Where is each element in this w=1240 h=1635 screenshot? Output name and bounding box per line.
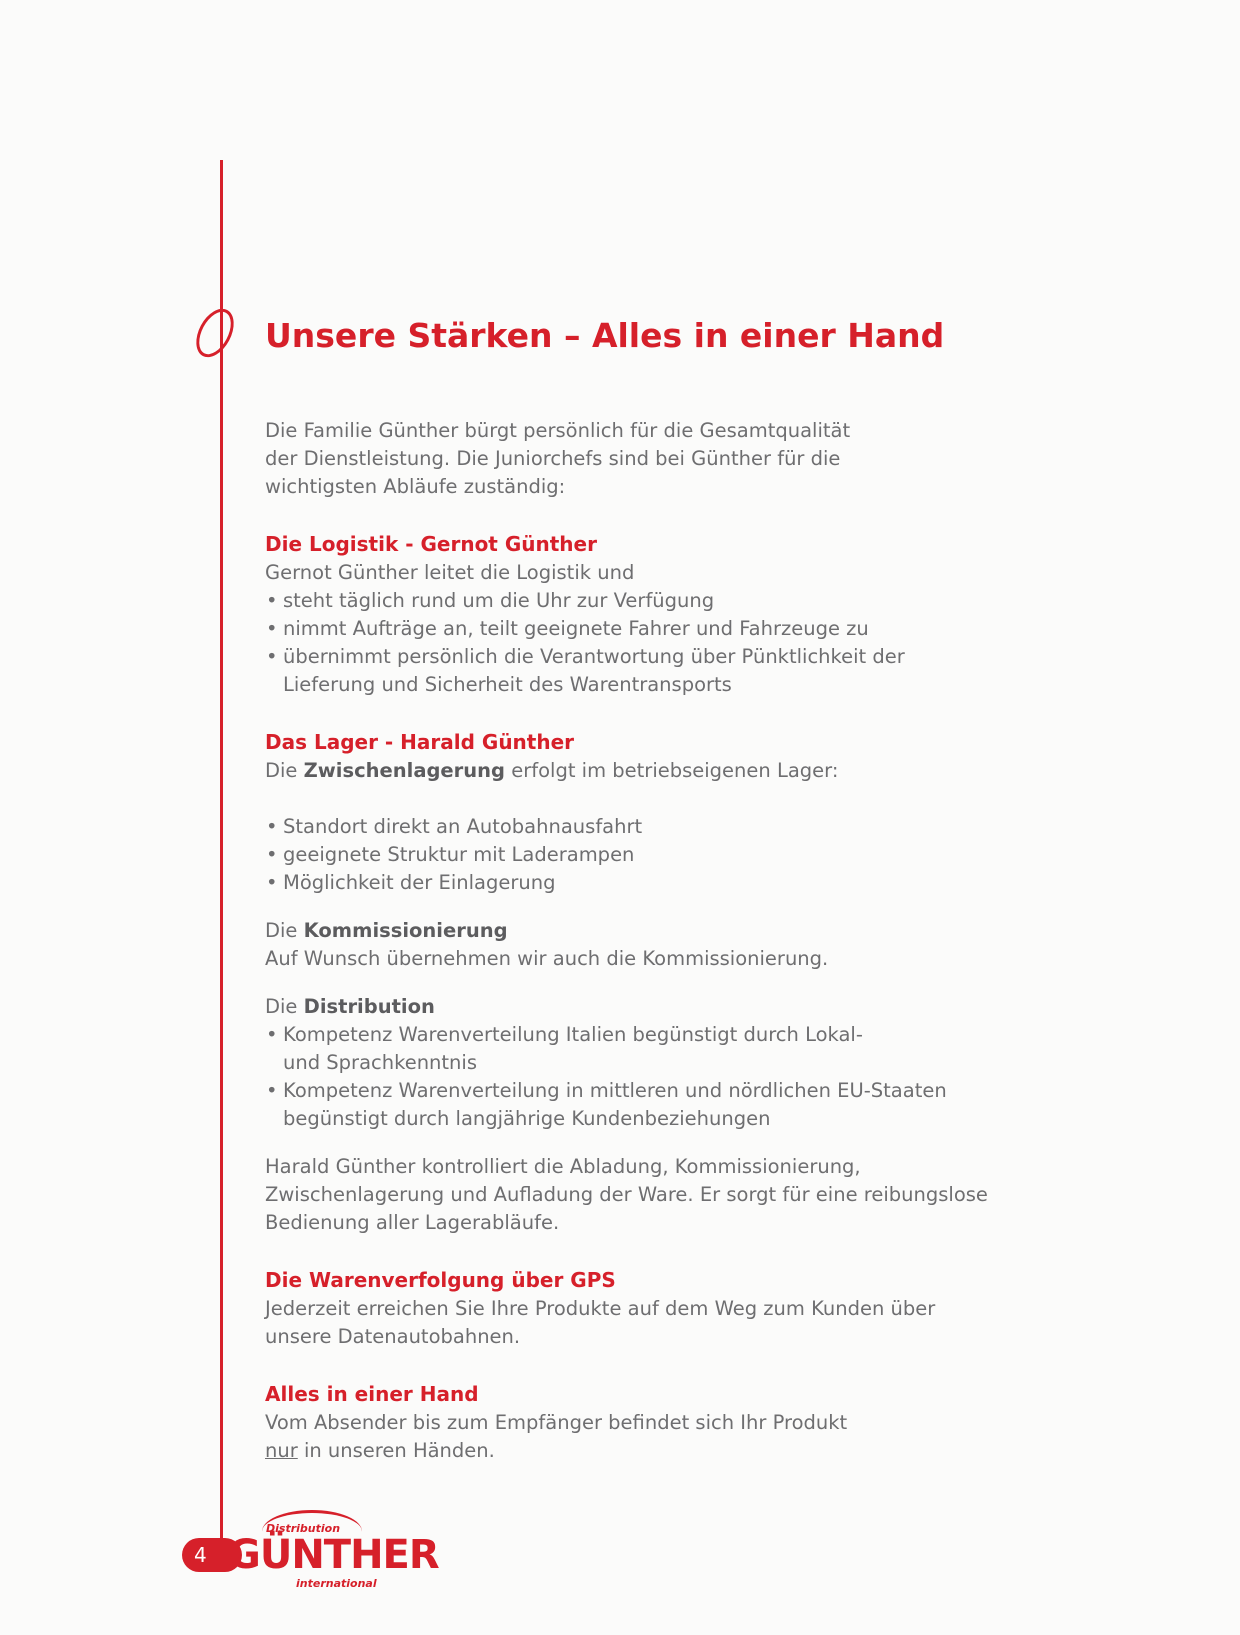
main-content [265,417,1015,1465]
intro-line-1: Die Familie Günther bürgt persönlich für die Gesamtqualität [265,419,851,442]
list-item: • Standort direkt an Autobahnausfahrt [265,813,1015,841]
logistik-bullet-continuation: Lieferung und Sicherheit des Warentransports [283,673,732,696]
list-item: • übernimmt persönlich die Verantwortung über Pünktlichkeit der [265,643,1015,671]
intro-line-2: der Dienstleistung. Die Juniorchefs sind bei Günther für die [265,447,841,470]
hand-text-2: nur in unseren Händen. [265,1439,495,1462]
page-number: 4 [182,1538,242,1572]
logistik-heading: Die Logistik - Gernot Günther [265,532,597,556]
list-item: • Möglichkeit der Einlagerung [265,869,1015,897]
logo-wordmark: GÜNTHER [228,1532,439,1578]
hand-text-1: Vom Absender bis zum Empfänger befindet sich Ihr Produkt [265,1411,848,1434]
logistik-list [265,587,1015,671]
distribution-bullet-continuation: begünstigt durch langjährige Kundenbeziehungen [283,1107,771,1130]
vertical-accent-line [220,160,223,1555]
gps-text-2: unsere Datenautobahnen. [265,1325,521,1348]
lager-lead: Die Zwischenlagerung erfolgt im betriebseigenen Lager: [265,759,839,782]
footer-logo [182,1522,439,1598]
circle-ornament [189,303,242,364]
list-item: • nimmt Aufträge an, teilt geeignete Fahrer und Fahrzeuge zu [265,615,1015,643]
logo-distribution-text: Distribution [266,1522,341,1535]
distribution-heading: Die Distribution [265,995,435,1018]
lager-closing-1: Harald Günther kontrolliert die Abladung, Kommissionierung, [265,1155,861,1178]
list-item: • steht täglich rund um die Uhr zur Verfügung [265,587,1015,615]
list-item: • Kompetenz Warenverteilung Italien begünstigt durch Lokal- [265,1021,1015,1049]
lager-heading: Das Lager - Harald Günther [265,730,575,754]
gps-heading: Die Warenverfolgung über GPS [265,1268,616,1292]
list-item: • Kompetenz Warenverteilung in mittleren und nördlichen EU-Staaten [265,1077,1015,1105]
distribution-list-2 [265,1077,1015,1105]
logistik-lead: Gernot Günther leitet die Logistik und [265,561,635,584]
distribution-bullet-continuation: und Sprachkenntnis [283,1051,477,1074]
lager-closing-2: Zwischenlagerung und Aufladung der Ware. Er sorgt für eine reibungslose [265,1183,988,1206]
lager-closing-3: Bedienung aller Lagerabläufe. [265,1211,560,1234]
page-title: Unsere Stärken – Alles in einer Hand [265,316,945,355]
hand-heading: Alles in einer Hand [265,1382,479,1406]
intro-line-3: wichtigsten Abläufe zuständig: [265,475,566,498]
lager-list [265,813,1015,897]
logo-international-text: international [296,1577,377,1590]
kommissionierung-text: Auf Wunsch übernehmen wir auch die Kommissionierung. [265,947,829,970]
gps-text-1: Jederzeit erreichen Sie Ihre Produkte auf dem Weg zum Kunden über [265,1297,936,1320]
kommissionierung-heading: Die Kommissionierung [265,919,508,942]
list-item: • geeignete Struktur mit Laderampen [265,841,1015,869]
distribution-list [265,1021,1015,1049]
